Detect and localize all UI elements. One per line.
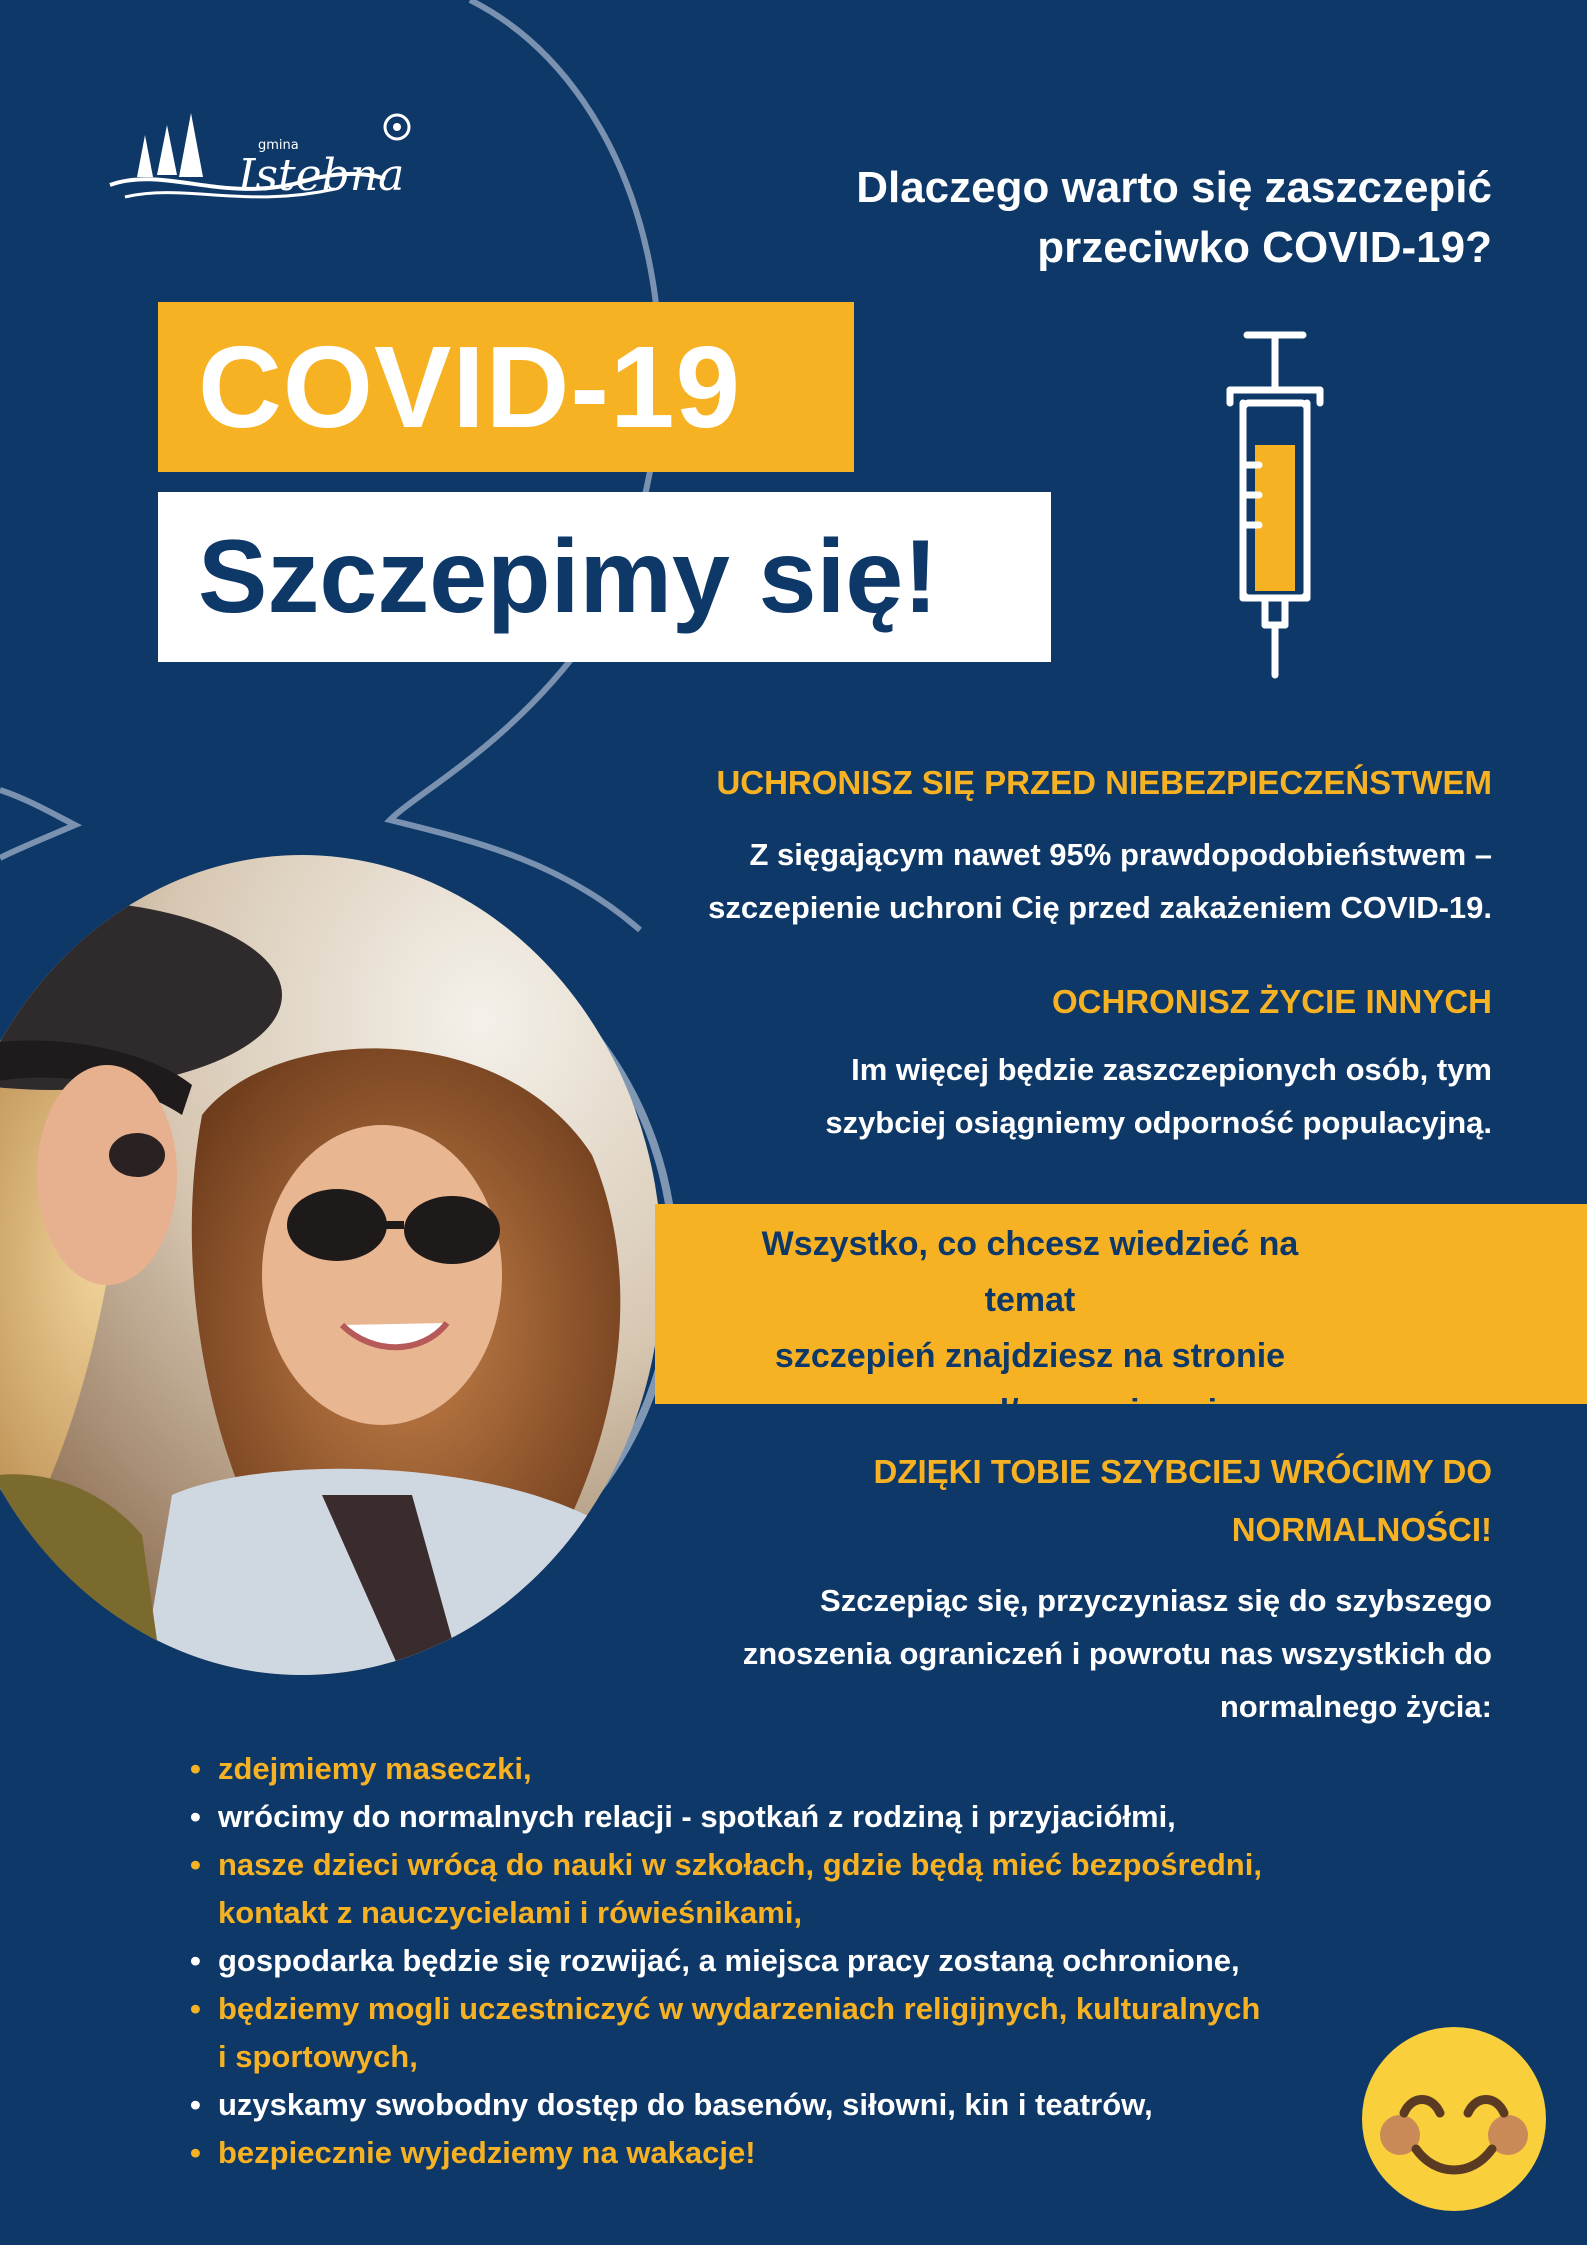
list-item: • wrócimy do normalnych relacji - spotkań z rodziną i przyjaciółmi, xyxy=(190,1793,1470,1841)
header-line-2: przeciwko COVID-19? xyxy=(1037,223,1492,272)
section-1-line-1: Z sięgającym nawet 95% prawdopodobieństwem – xyxy=(749,837,1492,872)
covid-title: COVID-19 xyxy=(198,322,742,452)
logo-name: Istebna xyxy=(238,150,405,201)
logo-prefix: gmina xyxy=(258,138,299,153)
list-item: • zdejmiemy maseczki, xyxy=(190,1745,1470,1793)
info-line-2: szczepień znajdziesz na stronie xyxy=(774,1337,1286,1375)
list-item: • gospodarka będzie się rozwijać, a miejsca pracy zostaną ochronione, xyxy=(190,1937,1470,1985)
section-3-line-2: znoszenia ograniczeń i powrotu nas wszystkich do xyxy=(742,1636,1492,1671)
section-1-line-2: szczepienie uchroni Cię przed zakażeniem COVID-19. xyxy=(708,890,1492,925)
section-3-line-1: Szczepiąc się, przyczyniasz się do szybszego xyxy=(820,1583,1492,1618)
list-item: • bezpiecznie wyjedziemy na wakacje! xyxy=(190,2129,1470,2177)
header-line-1: Dlaczego warto się zaszczepić xyxy=(856,163,1492,212)
slogan-title: Szczepimy się! xyxy=(198,519,938,635)
smiley-icon xyxy=(1360,2025,1548,2213)
info-link[interactable]: www.gov.pl/szczepimysie xyxy=(824,1393,1236,1431)
section-3-line-3: normalnego życia: xyxy=(1219,1689,1492,1724)
list-item: • nasze dzieci wrócą do nauki w szkołach, gdzie będą mieć bezpośredni, kontakt z nauczycielami i rówieśnikami, xyxy=(190,1841,1470,1937)
section-2-line-2: szybciej osiągniemy odporność populacyjną. xyxy=(825,1105,1492,1140)
info-band xyxy=(655,1204,1587,1431)
benefits-list xyxy=(190,1745,1470,2177)
slogan-box xyxy=(158,492,1051,662)
section-3-heading-line-1: DZIĘKI TOBIE SZYBCIEJ WRÓCIMY DO xyxy=(873,1453,1492,1490)
info-line-1: Wszystko, co chcesz wiedzieć na temat xyxy=(761,1225,1299,1319)
covid-title-box xyxy=(158,302,854,472)
section-1-heading: UCHRONISZ SIĘ PRZED NIEBEZPIECZEŃSTWEM xyxy=(716,764,1492,801)
section-3-heading-line-2: NORMALNOŚCI! xyxy=(1231,1511,1492,1548)
section-2-line-1: Im więcej będzie zaszczepionych osób, tym xyxy=(851,1052,1492,1087)
section-2-heading: OCHRONISZ ŻYCIE INNYCH xyxy=(1051,983,1492,1020)
list-item: • uzyskamy swobodny dostęp do basenów, siłowni, kin i teatrów, xyxy=(190,2081,1470,2129)
syringe-icon xyxy=(1225,325,1325,685)
header-question xyxy=(792,158,1492,278)
list-item: • będziemy mogli uczestniczyć w wydarzeniach religijnych, kulturalnych i sportowych, xyxy=(190,1985,1470,2081)
